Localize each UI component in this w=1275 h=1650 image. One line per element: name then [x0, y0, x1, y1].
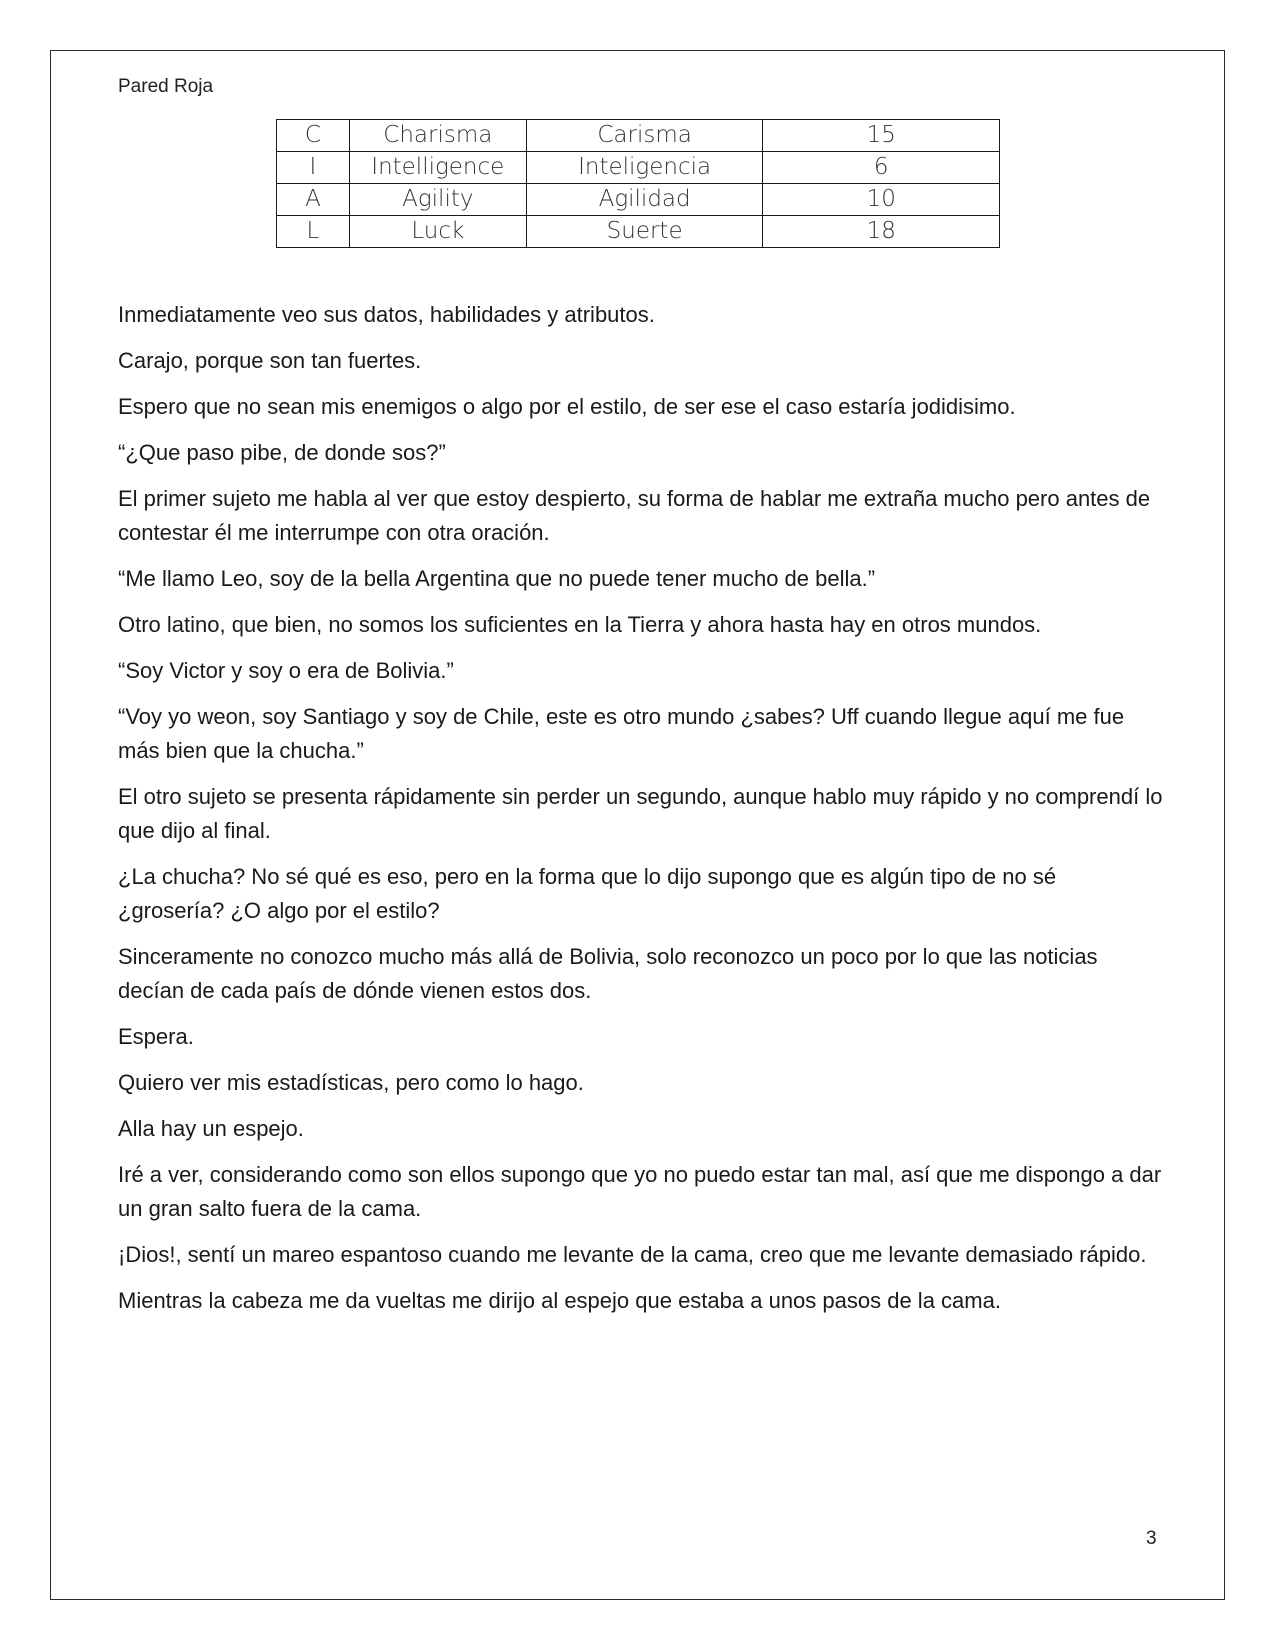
paragraph: Sinceramente no conozco mucho más allá de Bolivia, solo reconozco un poco por lo que las noticias decían de cada país de dónde vienen estos dos.: [118, 944, 1098, 1003]
stat-value: 6: [763, 152, 1000, 184]
paragraph: “¿Que paso pibe, de donde sos?”: [118, 440, 446, 465]
stat-name-en: Intelligence: [349, 152, 526, 184]
paragraph: Iré a ver, considerando como son ellos supongo que yo no puedo estar tan mal, así que me dispongo a dar un gran salto fuera de la cama.: [118, 1162, 1162, 1221]
stats-table: [276, 119, 1000, 248]
paragraph: Mientras la cabeza me da vueltas me dirijo al espejo que estaba a unos pasos de la cama.: [118, 1288, 1001, 1313]
page-header: Pared Roja: [118, 76, 214, 97]
page-number: 3: [1146, 1528, 1157, 1549]
stat-name-es: Suerte: [526, 216, 763, 248]
table-row: [277, 216, 1000, 248]
paragraph: “Me llamo Leo, soy de la bella Argentina que no puede tener mucho de bella.”: [118, 566, 876, 591]
body-text: [118, 298, 1164, 1330]
paragraph: “Voy yo weon, soy Santiago y soy de Chile, este es otro mundo ¿sabes? Uff cuando llegue aquí me fue más bien que la chucha.”: [118, 704, 1125, 763]
paragraph: Espera.: [118, 1024, 194, 1049]
paragraph: Alla hay un espejo.: [118, 1116, 304, 1141]
stat-name-es: Agilidad: [526, 184, 763, 216]
stat-name-es: Carisma: [526, 120, 763, 152]
paragraph: Inmediatamente veo sus datos, habilidades y atributos.: [118, 302, 655, 327]
stat-value: 10: [763, 184, 1000, 216]
stat-abbrev: C: [277, 120, 350, 152]
paragraph: Espero que no sean mis enemigos o algo por el estilo, de ser ese el caso estaría jodidisimo.: [118, 394, 1016, 419]
stat-name-es: Inteligencia: [526, 152, 763, 184]
table-row: [277, 184, 1000, 216]
stat-abbrev: A: [277, 184, 350, 216]
paragraph: “Soy Victor y soy o era de Bolivia.”: [118, 658, 454, 683]
stat-name-en: Charisma: [349, 120, 526, 152]
stat-abbrev: L: [277, 216, 350, 248]
paragraph: Quiero ver mis estadísticas, pero como lo hago.: [118, 1070, 584, 1095]
paragraph: El primer sujeto me habla al ver que estoy despierto, su forma de hablar me extraña mucho pero antes de contestar él me interrumpe con otra oración.: [118, 486, 1151, 545]
paragraph: ¿La chucha? No sé qué es eso, pero en la forma que lo dijo supongo que es algún tipo de no sé ¿grosería? ¿O algo por el estilo?: [118, 864, 1057, 923]
paragraph: El otro sujeto se presenta rápidamente sin perder un segundo, aunque hablo muy rápido y no comprendí lo que dijo al final.: [118, 784, 1163, 843]
stat-value: 18: [763, 216, 1000, 248]
stat-name-en: Agility: [349, 184, 526, 216]
table-row: [277, 152, 1000, 184]
paragraph: Carajo, porque son tan fuertes.: [118, 348, 422, 373]
stat-abbrev: I: [277, 152, 350, 184]
paragraph: ¡Dios!, sentí un mareo espantoso cuando me levante de la cama, creo que me levante demasiado rápido.: [118, 1242, 1147, 1267]
table-row: [277, 120, 1000, 152]
paragraph: Otro latino, que bien, no somos los suficientes en la Tierra y ahora hasta hay en otros mundos.: [118, 612, 1042, 637]
stat-name-en: Luck: [349, 216, 526, 248]
stat-value: 15: [763, 120, 1000, 152]
